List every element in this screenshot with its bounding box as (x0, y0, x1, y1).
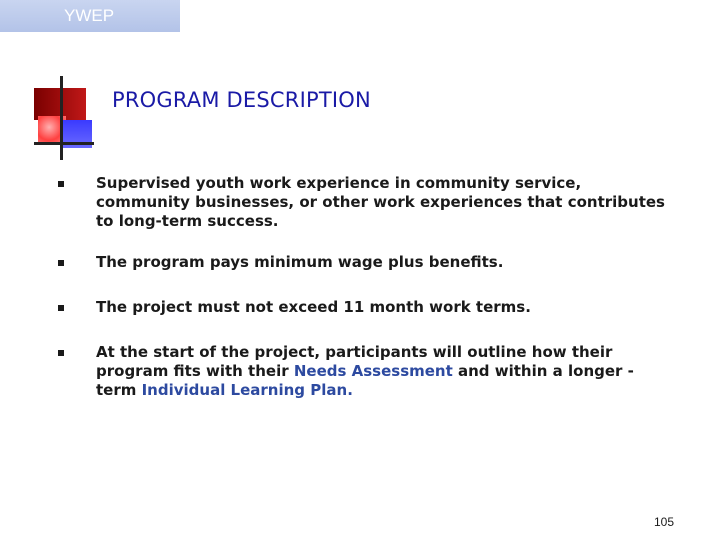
page-title: PROGRAM DESCRIPTION (112, 88, 371, 112)
needs-assessment-link[interactable]: Needs Assessment (293, 362, 453, 380)
logo-vertical-line (60, 76, 63, 160)
bullet-text: The project must not exceed 11 month work terms. (96, 298, 531, 316)
square-bullet-icon (58, 181, 64, 187)
bullet-text: The program pays minimum wage plus benefits. (96, 253, 504, 271)
page-number: 105 (654, 515, 675, 529)
square-bullet-icon (58, 350, 64, 356)
bullet-text: Supervised youth work experience in community service, community businesses, or other work experiences that contributes to long-term success. (96, 174, 665, 230)
bullet-item-work-terms (58, 298, 668, 317)
individual-learning-plan-link[interactable]: Individual Learning Plan. (141, 381, 353, 399)
logo-horizontal-line (34, 142, 94, 145)
bullet-list (58, 174, 668, 400)
bullet-item-plan (58, 343, 668, 400)
square-bullet-icon (58, 305, 64, 311)
bullet-item-supervised (58, 174, 668, 231)
bullet-text-middle: and within a longer -term (96, 362, 634, 399)
bullet-text-before: At the start of the project, participants will outline how their program fits with their (96, 343, 613, 380)
decorative-logo-icon (30, 76, 100, 160)
header-tab-label: YWEP (0, 0, 180, 32)
bullet-item-wage (58, 253, 668, 272)
square-bullet-icon (58, 260, 64, 266)
